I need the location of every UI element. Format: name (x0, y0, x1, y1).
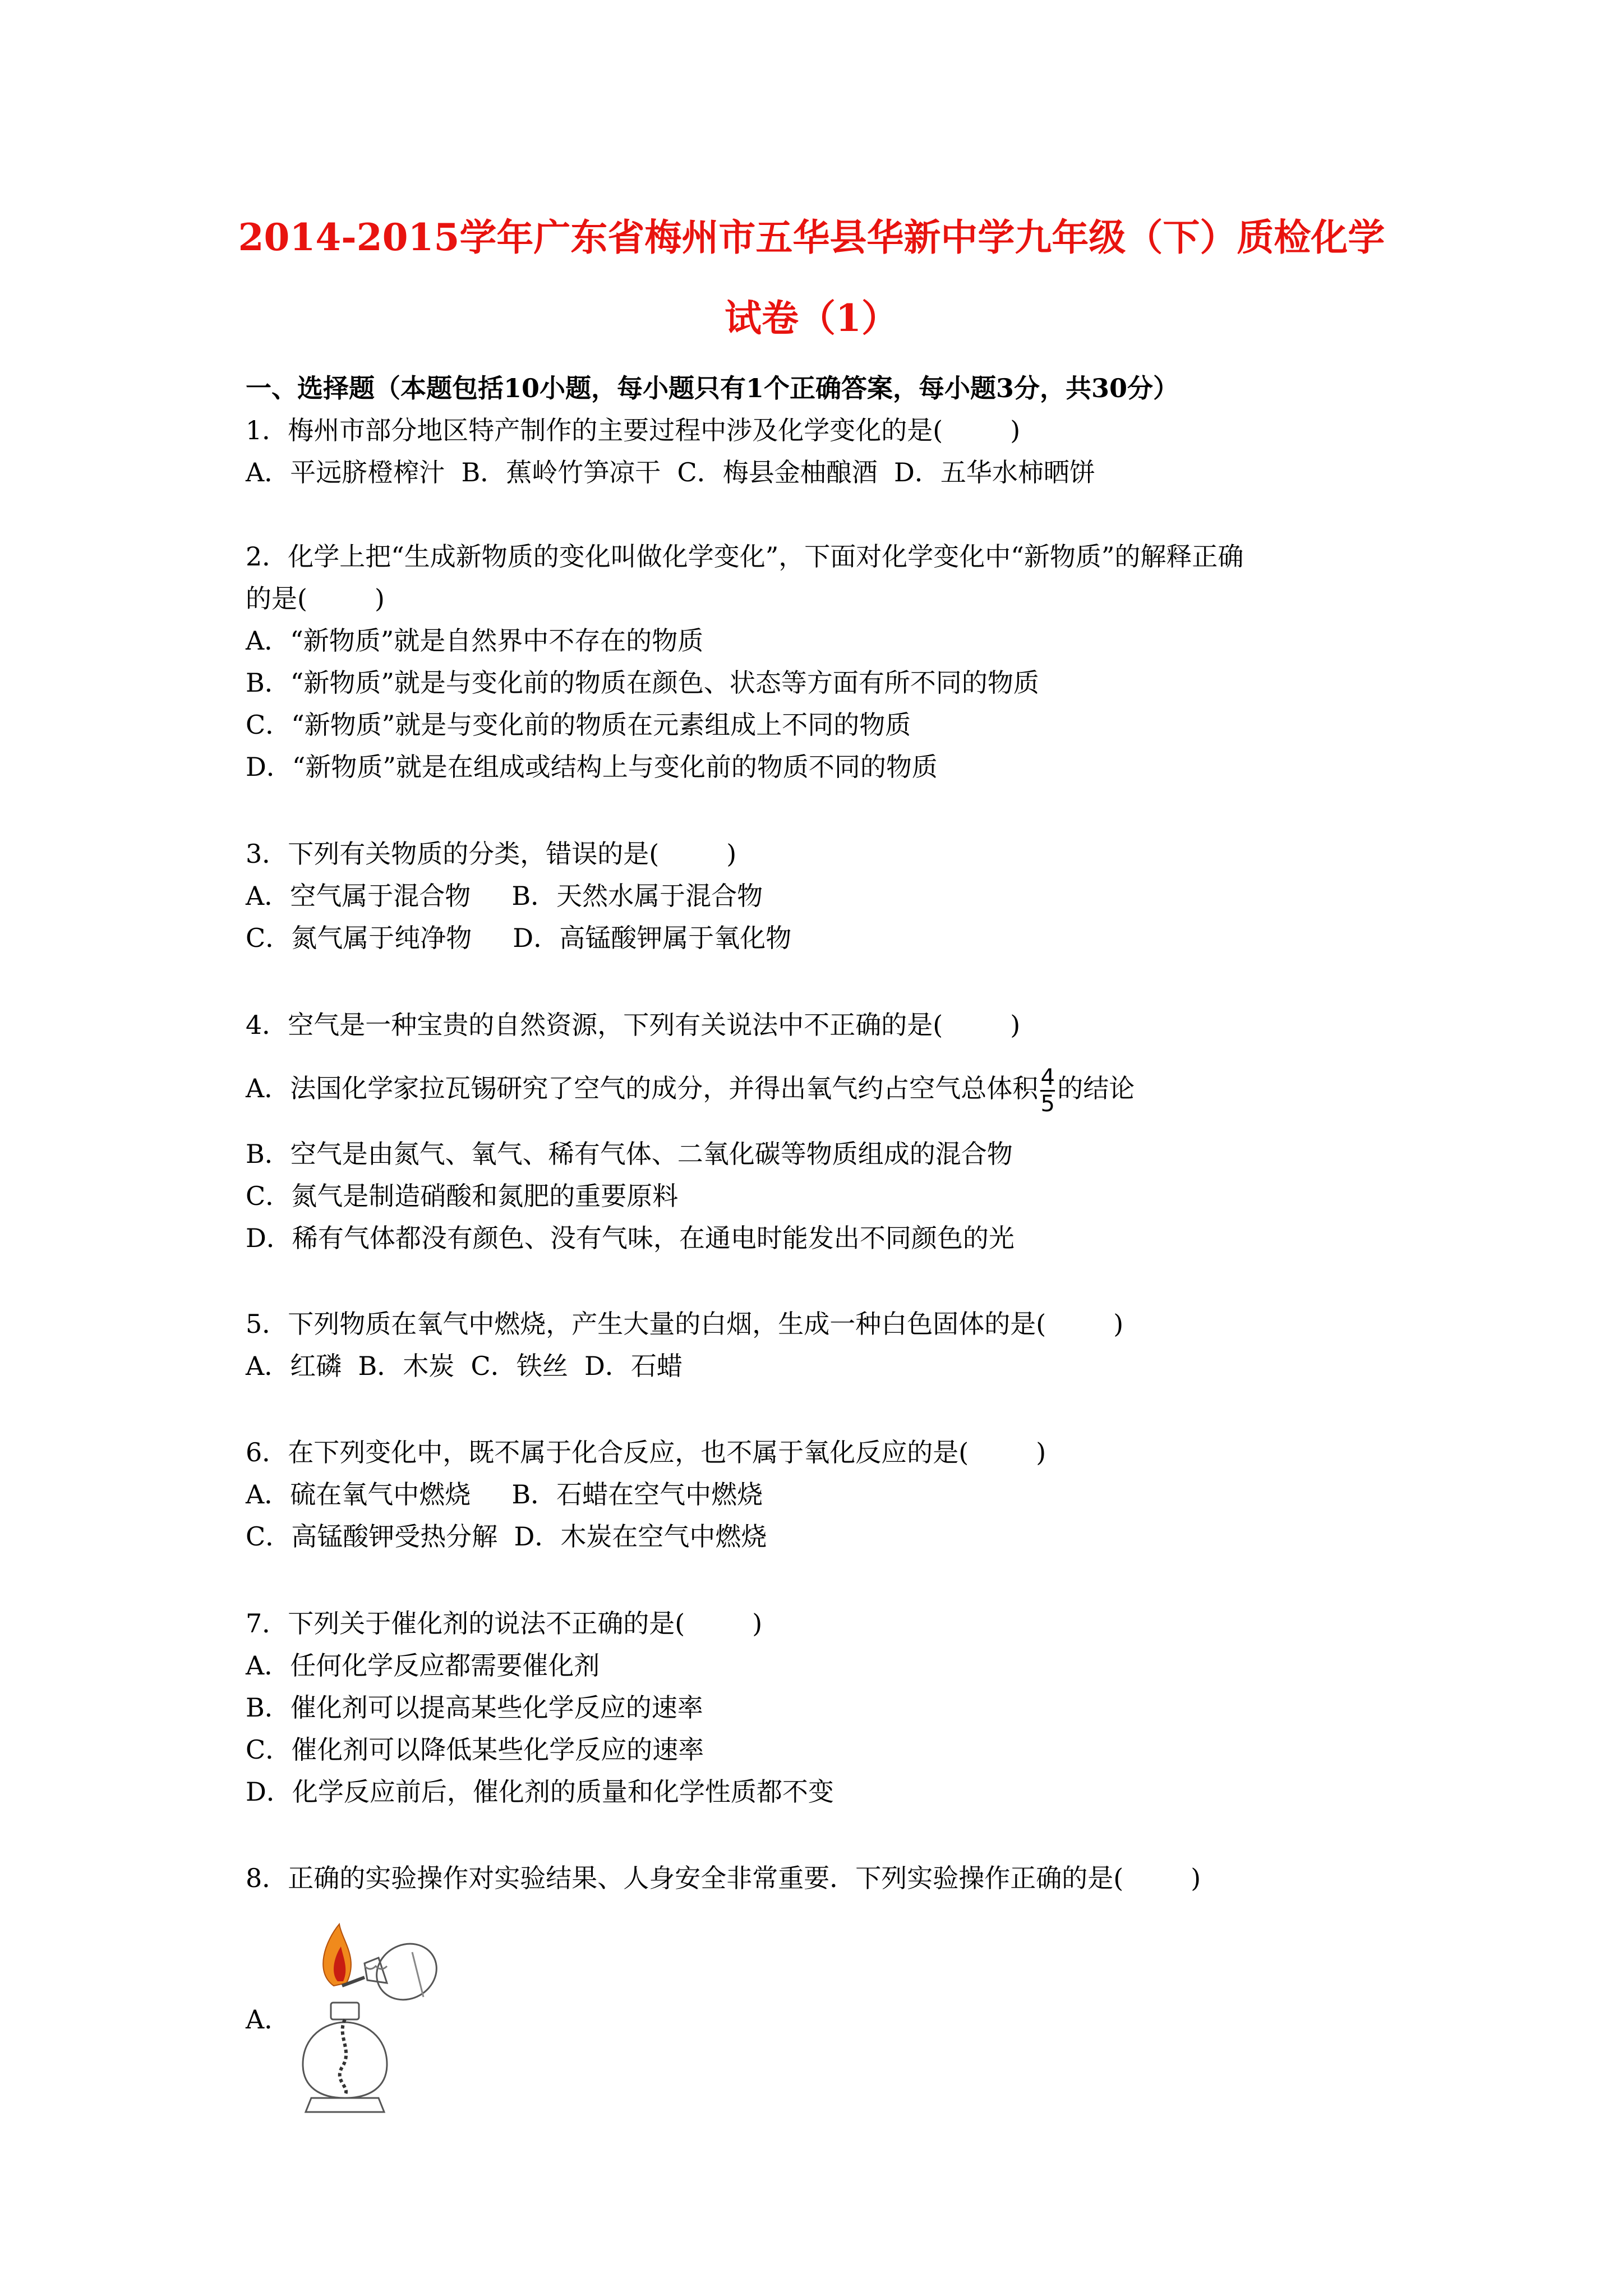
question-2-close-paren: ) (374, 583, 385, 614)
question-4-text: 4．空气是一种宝贵的自然资源，下列有关说法中不正确的是( (246, 1010, 943, 1040)
question-4-option-a-tail: 的结论 (1057, 1073, 1135, 1103)
question-3-text: 3．下列有关物质的分类，错误的是( (246, 839, 660, 869)
question-1-close-paren: ) (1010, 415, 1021, 445)
question-2-stem-line-2 (246, 581, 385, 616)
question-8-text: 8．正确的实验操作对实验结果、人身安全非常重要．下列实验操作正确的是( (246, 1863, 1124, 1893)
paper-title-line-1: 2014-2015学年广东省梅州市五华县华新中学九年级（下）质检化学 (238, 215, 1385, 259)
question-7-option-b: B．催化剂可以提高某些化学反应的速率 (246, 1692, 703, 1723)
question-5-close-paren: ) (1113, 1309, 1124, 1339)
question-5-text: 5．下列物质在氧气中燃烧，产生大量的白烟，生成一种白色固体的是( (246, 1309, 1046, 1339)
question-1-options: A．平远脐橙榨汁 B．蕉岭竹笋凉干 C．梅县金柚酿酒 D．五华水柿晒饼 (246, 457, 1095, 487)
question-7-close-paren: ) (752, 1608, 763, 1639)
question-5-options: A．红磷 B．木炭 C．铁丝 D．石蜡 (246, 1351, 683, 1381)
alcohol-lamp-illustration (280, 1918, 460, 2120)
paper-title-line-2: 试卷（1） (725, 296, 898, 340)
question-7-option-a: A．任何化学反应都需要催化剂 (246, 1650, 600, 1681)
question-4-stem (246, 1007, 1020, 1043)
question-8-close-paren: ) (1191, 1863, 1201, 1893)
question-4-option-a-text: A．法国化学家拉瓦锡研究了空气的成分，并得出氧气约占空气总体积 (246, 1073, 1039, 1103)
question-2-text: 的是( (246, 583, 307, 614)
question-6-text: 6．在下列变化中，既不属于化合反应，也不属于氧化反应的是( (246, 1437, 969, 1467)
question-4-option-b: B．空气是由氮气、氧气、稀有气体、二氧化碳等物质组成的混合物 (246, 1139, 1013, 1169)
question-6-close-paren: ) (1036, 1437, 1046, 1467)
question-3-options-cd: C．氮气属于纯净物 D．高锰酸钾属于氧化物 (246, 923, 792, 953)
question-2-option-d: D．“新物质”就是在组成或结构上与变化前的物质不同的物质 (246, 752, 938, 782)
question-4-close-paren: ) (1010, 1010, 1021, 1040)
section-heading: 一、选择题（本题包括10小题，每小题只有1个正确答案，每小题3分，共30分） (246, 373, 1179, 403)
question-2-stem-line-1: 2．化学上把“生成新物质的变化叫做化学变化”，下面对化学变化中“新物质”的解释正确 (246, 541, 1244, 572)
question-2-option-b: B．“新物质”就是与变化前的物质在颜色、状态等方面有所不同的物质 (246, 668, 1039, 698)
upright-alcohol-lamp (303, 2003, 387, 2112)
question-2-option-a: A．“新物质”就是自然界中不存在的物质 (246, 625, 704, 656)
question-1-text: 1．梅州市部分地区特产制作的主要过程中涉及化学变化的是( (246, 415, 943, 445)
question-3-close-paren: ) (726, 839, 737, 869)
fraction-four-fifths (1040, 1065, 1055, 1116)
question-8-stem (246, 1860, 1201, 1896)
question-4-option-a (246, 1060, 1135, 1116)
question-6-options-cd: C．高锰酸钾受热分解 D．木炭在空气中燃烧 (246, 1521, 767, 1552)
question-7-option-d: D．化学反应前后，催化剂的质量和化学性质都不变 (246, 1777, 834, 1807)
question-7-text: 7．下列关于催化剂的说法不正确的是( (246, 1608, 685, 1639)
question-8-option-a-label: A． (246, 2004, 291, 2035)
question-7-option-c: C．催化剂可以降低某些化学反应的速率 (246, 1734, 704, 1765)
question-4-option-c: C．氮气是制造硝酸和氮肥的重要原料 (246, 1181, 679, 1211)
question-1-stem (246, 412, 1020, 448)
tilted-alcohol-lamp (365, 1933, 447, 2010)
fraction-numerator: 4 (1040, 1064, 1055, 1091)
question-6-options-ab: A．硫在氧气中燃烧 B．石蜡在空气中燃烧 (246, 1479, 763, 1510)
question-3-stem (246, 836, 736, 872)
fraction-denominator: 5 (1040, 1091, 1055, 1117)
question-3-options-ab: A．空气属于混合物 B．天然水属于混合物 (246, 881, 763, 911)
question-7-stem (246, 1605, 762, 1641)
question-2-option-c: C．“新物质”就是与变化前的物质在元素组成上不同的物质 (246, 710, 911, 740)
question-6-stem (246, 1434, 1046, 1470)
question-5-stem (246, 1306, 1123, 1342)
question-4-option-d: D．稀有气体都没有颜色、没有气味，在通电时能发出不同颜色的光 (246, 1223, 1015, 1253)
